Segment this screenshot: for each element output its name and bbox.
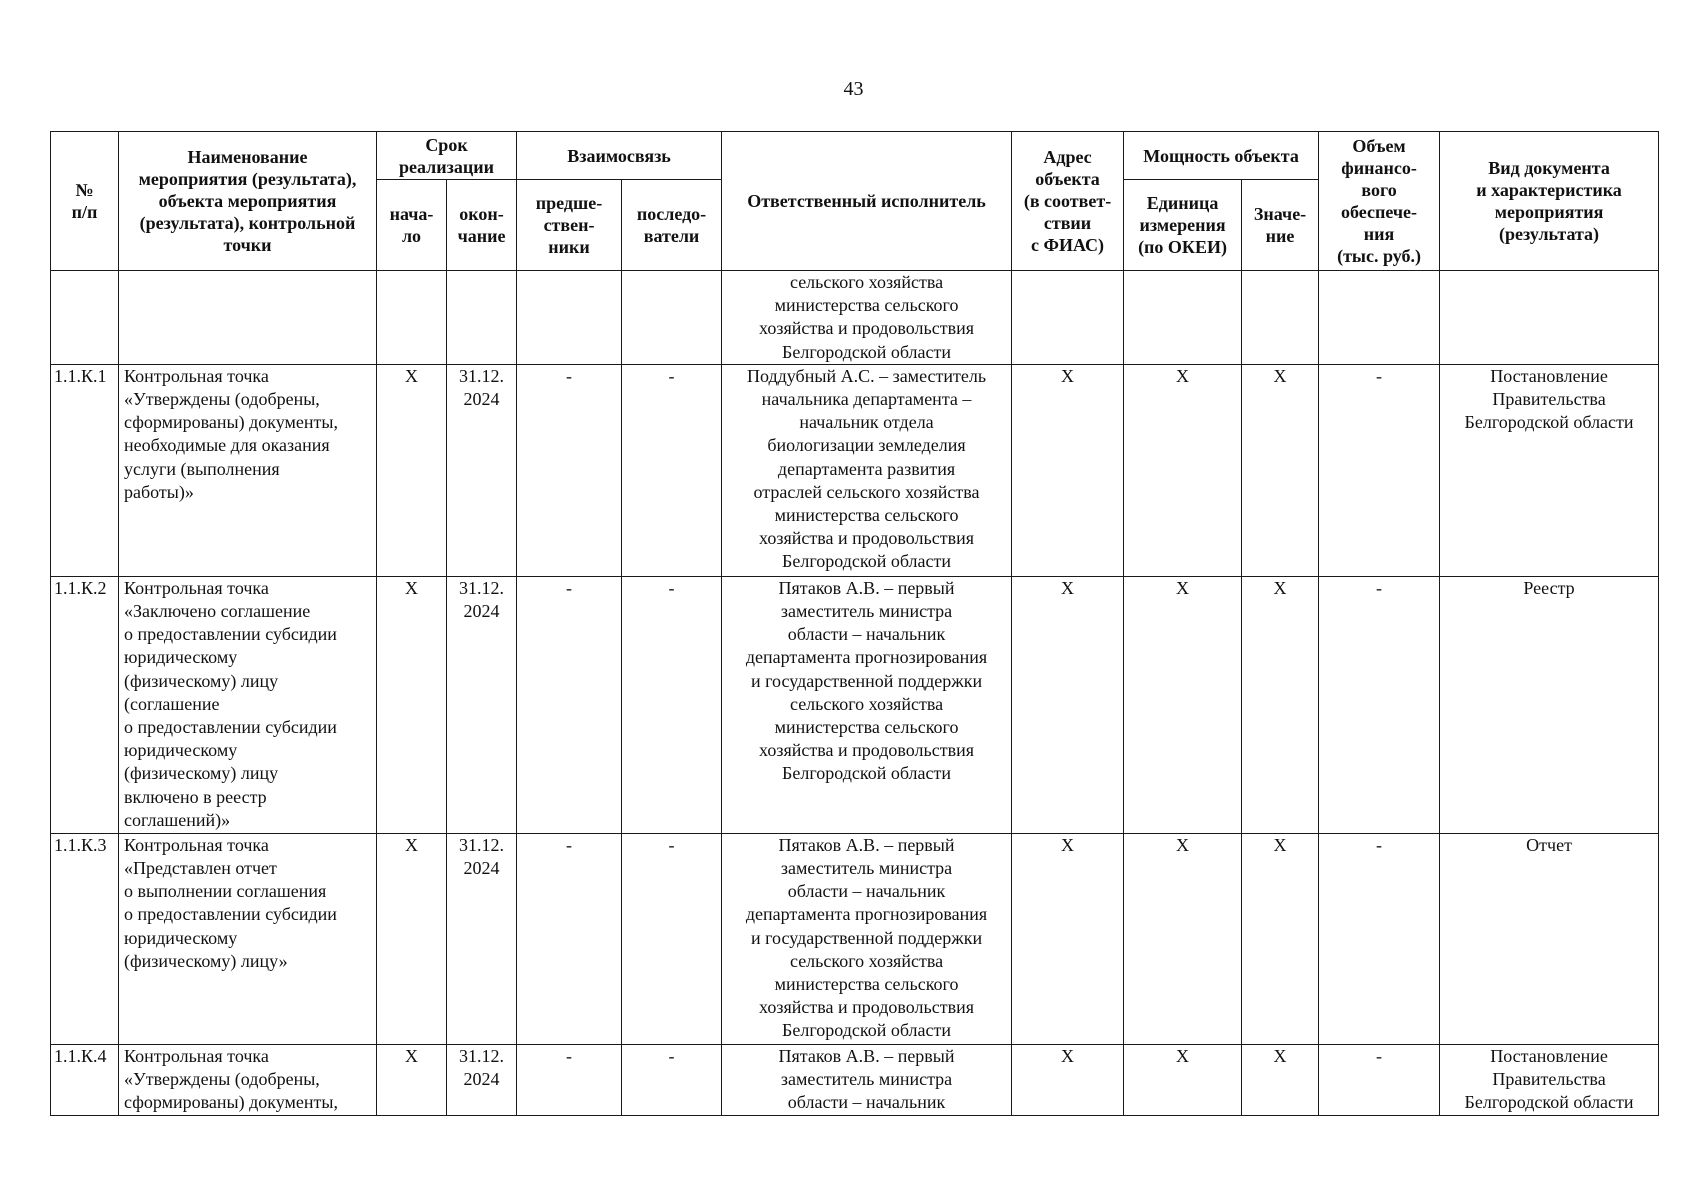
plan-table [50, 131, 1659, 1116]
table-row [51, 576, 1659, 833]
cell-executor: сельского хозяйства министерства сельского хозяйства и продовольствия Белгородской области [722, 271, 1012, 365]
cell-doc: Постановление Правительства Белгородской области [1440, 1044, 1659, 1115]
cell-name [119, 271, 377, 365]
cell-num: 1.1.К.4 [51, 1044, 119, 1115]
cell-num: 1.1.К.2 [51, 576, 119, 833]
cell-pred: - [517, 1044, 622, 1115]
header-doc: Вид документа и характеристика мероприятия (результата) [1440, 132, 1659, 271]
cell-end: 31.12. 2024 [447, 576, 517, 833]
cell-name: Контрольная точка «Утверждены (одобрены, сформированы) документы, [119, 1044, 377, 1115]
cell-executor: Пятаков А.В. – первый заместитель министра области – начальник департамента прогнозирования и государственной поддержки сельского хозяйства министерства сельского хозяйства и продовольствия Белгородской области [722, 833, 1012, 1044]
cell-doc: Реестр [1440, 576, 1659, 833]
table-body [51, 271, 1659, 1116]
cell-unit [1124, 271, 1242, 365]
cell-start [377, 271, 447, 365]
cell-end: 31.12. 2024 [447, 1044, 517, 1115]
header-num: № п/п [51, 132, 119, 271]
cell-address: X [1012, 833, 1124, 1044]
cell-name: Контрольная точка «Заключено соглашение о предоставлении субсидии юридическому (физическому) лицу (соглашение о предоставлении субсидии юридическому (физическому) лицу включено в реестр соглашений)» [119, 576, 377, 833]
header-capacity: Мощность объекта [1124, 132, 1319, 180]
cell-end: 31.12. 2024 [447, 364, 517, 576]
table-row [51, 1044, 1659, 1115]
cell-succ: - [622, 364, 722, 576]
cell-num: 1.1.К.3 [51, 833, 119, 1044]
cell-address: X [1012, 1044, 1124, 1115]
cell-start: X [377, 576, 447, 833]
cell-value: X [1242, 833, 1319, 1044]
cell-finance [1319, 271, 1440, 365]
header-address: Адрес объекта (в соответ- ствии с ФИАС) [1012, 132, 1124, 271]
cell-finance: - [1319, 364, 1440, 576]
cell-succ: - [622, 1044, 722, 1115]
header-term-end: окон- чание [447, 180, 517, 271]
cell-end [447, 271, 517, 365]
cell-executor: Пятаков А.В. – первый заместитель министра области – начальник [722, 1044, 1012, 1115]
cell-value: X [1242, 576, 1319, 833]
header-link-pred: предше- ствен- ники [517, 180, 622, 271]
cell-finance: - [1319, 833, 1440, 1044]
header-executor: Ответственный исполнитель [722, 132, 1012, 271]
cell-unit: X [1124, 1044, 1242, 1115]
header-cap-unit: Единица измерения (по ОКЕИ) [1124, 180, 1242, 271]
cell-doc: Отчет [1440, 833, 1659, 1044]
cell-num [51, 271, 119, 365]
cell-succ: - [622, 833, 722, 1044]
cell-start: X [377, 364, 447, 576]
cell-name: Контрольная точка «Утверждены (одобрены, сформированы) документы, необходимые для оказания услуги (выполнения работы)» [119, 364, 377, 576]
cell-executor: Поддубный А.С. – заместитель начальника департамента – начальник отдела биологизации земледелия департамента развития отраслей сельского хозяйства министерства сельского хозяйства и продовольствия Белгородской области [722, 364, 1012, 576]
cell-executor: Пятаков А.В. – первый заместитель министра области – начальник департамента прогнозирования и государственной поддержки сельского хозяйства министерства сельского хозяйства и продовольствия Белгородской области [722, 576, 1012, 833]
cell-unit: X [1124, 364, 1242, 576]
table-row [51, 364, 1659, 576]
cell-start: X [377, 1044, 447, 1115]
cell-num: 1.1.К.1 [51, 364, 119, 576]
header-link-succ: последо- ватели [622, 180, 722, 271]
cell-succ [622, 271, 722, 365]
cell-address: X [1012, 364, 1124, 576]
cell-address [1012, 271, 1124, 365]
table-row [51, 271, 1659, 365]
cell-value: X [1242, 1044, 1319, 1115]
header-link: Взаимосвязь [517, 132, 722, 180]
cell-value [1242, 271, 1319, 365]
header-term-start: нача- ло [377, 180, 447, 271]
page-number: 43 [843, 78, 864, 100]
cell-pred: - [517, 833, 622, 1044]
cell-unit: X [1124, 833, 1242, 1044]
header-name: Наименование мероприятия (результата), объекта мероприятия (результата), контрольной точки [119, 132, 377, 271]
cell-unit: X [1124, 576, 1242, 833]
cell-value: X [1242, 364, 1319, 576]
cell-start: X [377, 833, 447, 1044]
cell-doc: Постановление Правительства Белгородской области [1440, 364, 1659, 576]
cell-pred: - [517, 364, 622, 576]
cell-pred: - [517, 576, 622, 833]
cell-finance: - [1319, 1044, 1440, 1115]
cell-doc [1440, 271, 1659, 365]
cell-succ: - [622, 576, 722, 833]
cell-end: 31.12. 2024 [447, 833, 517, 1044]
table-row [51, 833, 1659, 1044]
cell-name: Контрольная точка «Представлен отчет о выполнении соглашения о предоставлении субсидии юридическому (физическому) лицу» [119, 833, 377, 1044]
header-cap-value: Значе- ние [1242, 180, 1319, 271]
cell-pred [517, 271, 622, 365]
cell-address: X [1012, 576, 1124, 833]
table-header [51, 132, 1659, 271]
cell-finance: - [1319, 576, 1440, 833]
header-term: Срок реализации [377, 132, 517, 180]
header-finance: Объем финансо- вого обеспече- ния (тыс. руб.) [1319, 132, 1440, 271]
